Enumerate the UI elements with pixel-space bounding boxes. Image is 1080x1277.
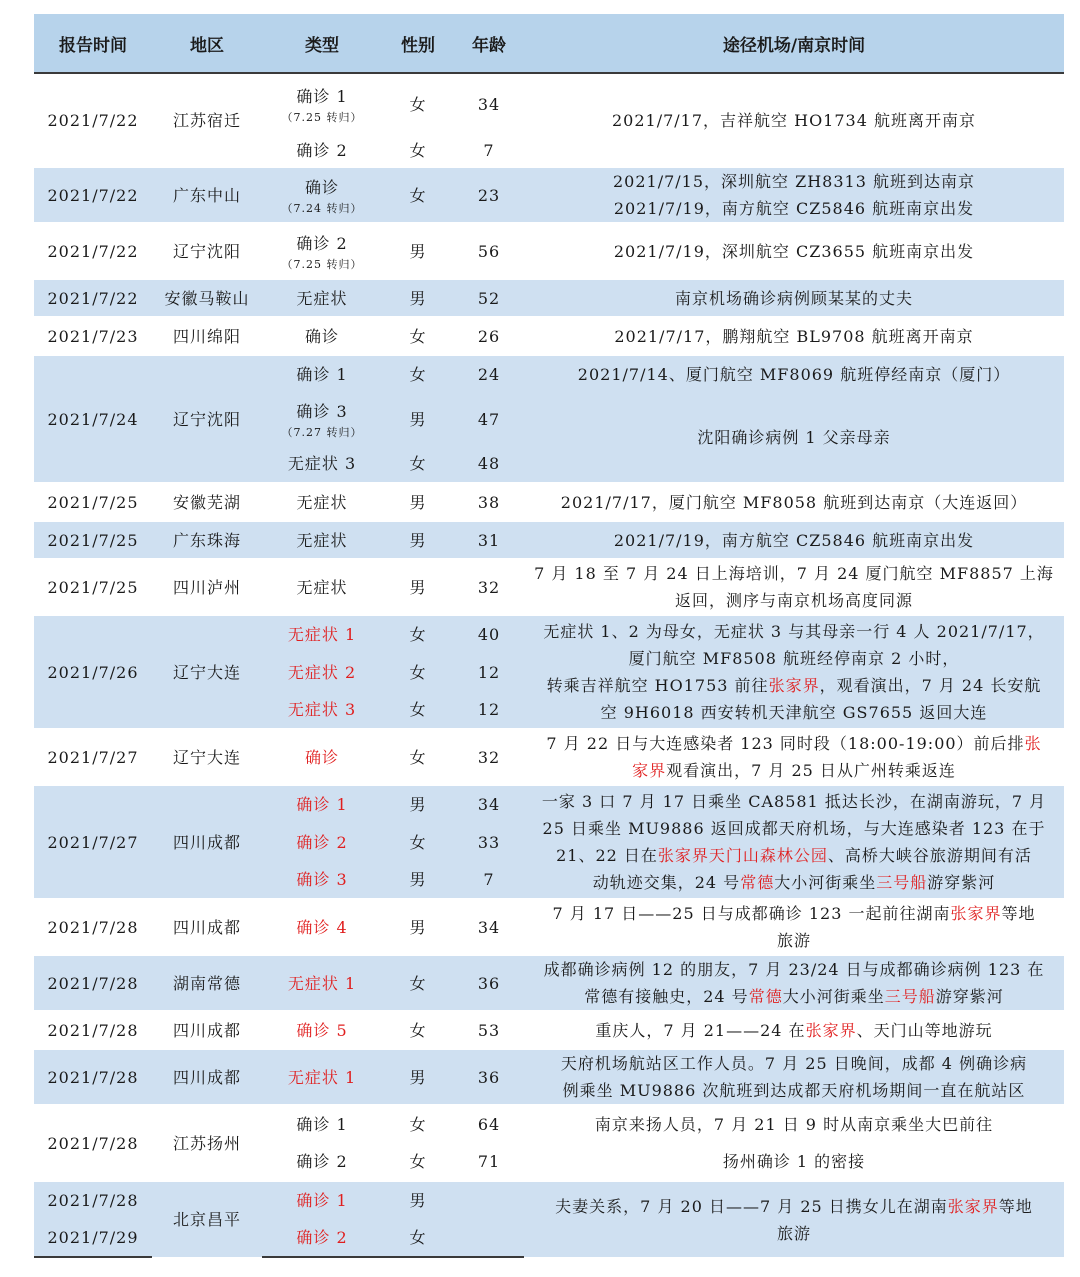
report-date: 2021/7/28 [34,1105,152,1181]
sex: 男 [382,1049,454,1105]
region: 广东珠海 [152,521,262,559]
highlight-place: 常德 [748,987,783,1006]
report-date: 2021/7/22 [47,110,139,130]
case-type-label: 确诊 [304,326,339,346]
route-line: 例乘坐 MU9886 次航班到达成都天府机场期间一直在航站区 [562,1081,1026,1100]
sex: 女 [409,141,427,160]
sex: 女 [409,1152,427,1171]
report-date: 2021/7/23 [34,317,152,355]
case-type-label: 确诊 1 [296,365,348,384]
route-cell [524,559,1064,615]
case-type [262,445,382,483]
region: 四川成都 [152,1049,262,1105]
region: 辽宁沈阳 [152,355,262,483]
header-report-time: 报告时间 [34,14,152,73]
case-type [262,1143,382,1181]
age [454,1181,524,1219]
case-type-label: 无症状 [296,492,348,512]
route-line: 重庆人，7 月 21——24 在张家界、天门山等地游玩 [595,1020,993,1040]
report-date: 2021/7/22 [34,279,152,317]
sex: 男 [382,483,454,521]
route-line: 2021/7/17，厦门航空 MF8058 航班到达南京（大连返回） [560,492,1028,512]
case-type-label: 确诊 3 [296,870,348,889]
case-type-label: 无症状 1 [287,973,357,993]
highlight-place: 家界 [632,761,667,780]
age: 7 [454,861,524,899]
sex: 女 [382,1219,454,1257]
case-type-label: 确诊 2 [296,233,348,253]
sex: 男 [382,785,454,823]
route-cell [524,223,1064,279]
case-type [262,691,382,729]
table-row [34,1049,1064,1105]
case-type [262,317,382,355]
table-row [34,317,1064,355]
age: 12 [454,691,524,729]
table-row [34,1105,1064,1143]
sex: 男 [382,559,454,615]
region: 四川成都 [152,1011,262,1049]
case-type-label: 确诊 5 [296,1020,348,1040]
case-type-label: 无症状 3 [287,700,357,719]
case-type-label: 确诊 2 [296,141,348,160]
case-type-label: 确诊 2 [296,1152,348,1171]
region: 湖南常德 [152,955,262,1011]
route-line: 返回，测序与南京机场高度同源 [674,591,913,610]
table-row [34,1181,1064,1219]
region: 辽宁大连 [152,615,262,729]
case-type-label: 确诊 [304,747,339,767]
highlight-place: 张 [1024,734,1042,753]
region: 四川泸州 [152,559,262,615]
case-type-label: 无症状 3 [287,454,357,473]
age: 56 [454,223,524,279]
table-row [34,785,1064,823]
case-type [262,279,382,317]
region: 四川成都 [152,899,262,955]
route-cell [524,393,1064,483]
case-type-label: 确诊 2 [296,832,348,852]
route-cell [524,355,1064,393]
report-date: 2021/7/24 [34,355,152,483]
route-line: 21、22 日在张家界天门山森林公园、高桥大峡谷旅游期间有活 [556,846,1032,865]
sex: 女 [382,1105,454,1143]
sex: 男 [382,279,454,317]
case-type-label: 确诊 3 [296,401,348,421]
route-line: 常德有接触史，24 号常德大小河街乘坐三号船游穿紫河 [584,987,1004,1006]
route-line: 7 月 22 日与大连感染者 123 同时段（18:00-19:00）前后排张 [546,734,1042,753]
sex: 女 [382,955,454,1011]
route-line: 2021/7/15，深圳航空 ZH8313 航班到达南京 [612,172,975,191]
route-cell [524,1049,1064,1105]
age: 26 [454,317,524,355]
case-type-label: 无症状 [296,530,348,550]
age: 33 [454,823,524,861]
highlight-place: 常德 [740,873,775,892]
route-line: 动轨迹交集，24 号常德大小河街乘坐三号船游穿紫河 [592,873,996,892]
highlight-place: 张家界 [947,1196,999,1216]
route-line: 厦门航空 MF8508 航班经停南京 2 小时， [628,649,960,668]
case-outcome-note: （7.27 转归） [281,425,363,439]
sex: 男 [382,899,454,955]
highlight-place: 张家界天门山森林公园 [657,846,828,865]
route-cell [524,1181,1064,1257]
case-type [262,823,382,861]
route-cell [524,167,1064,223]
sex: 女 [382,823,454,861]
case-type-label: 确诊 1 [296,795,348,814]
table-row [34,955,1064,1011]
table-row [34,1011,1064,1049]
sex: 女 [409,95,427,114]
route-line: 无症状 1、2 为母女，无症状 3 与其母亲一行 4 人 2021/7/17， [543,622,1045,641]
route-cell [524,1105,1064,1143]
case-type [262,615,382,653]
sex: 女 [382,615,454,653]
report-date: 2021/7/29 [34,1219,152,1257]
case-type [262,393,382,445]
case-type-label: 无症状 2 [287,662,357,682]
age: 53 [454,1011,524,1049]
table-row [34,223,1064,279]
age: 64 [454,1105,524,1143]
case-type [262,223,382,279]
case-type [262,559,382,615]
header-row [34,14,1064,73]
sex: 男 [382,223,454,279]
route-line: 天府机场航站区工作人员。7 月 25 日晚间，成都 4 例确诊病 [560,1054,1028,1073]
case-table-container [34,14,1064,1258]
region: 辽宁沈阳 [152,223,262,279]
route-cell [524,1011,1064,1049]
table-row [34,355,1064,393]
highlight-place: 张家界 [805,1020,857,1040]
route-line: 2021/7/19，南方航空 CZ5846 航班南京出发 [613,199,975,218]
case-outcome-note: （7.25 转归） [281,111,363,124]
age: 47 [454,393,524,445]
report-date: 2021/7/22 [34,167,152,223]
age: 31 [454,521,524,559]
case-type [262,653,382,691]
sex: 女 [382,355,454,393]
case-type-label: 无症状 [296,577,348,597]
sex: 男 [382,861,454,899]
region: 四川成都 [152,785,262,899]
route-line: 沈阳确诊病例 1 父亲母亲 [697,428,891,447]
route-cell [524,729,1064,785]
age: 32 [454,559,524,615]
age: 34 [454,899,524,955]
case-type [262,521,382,559]
age: 48 [454,445,524,483]
table-row [34,899,1064,955]
case-type [262,1049,382,1105]
case-type-label: 无症状 [296,288,348,308]
case-type-label: 无症状 1 [287,625,357,644]
route-cell [524,521,1064,559]
case-type-label: 确诊 1 [296,1115,348,1134]
region: 江苏扬州 [152,1105,262,1181]
report-date: 2021/7/28 [34,899,152,955]
case-type [262,1011,382,1049]
case-type [262,729,382,785]
age: 34 [477,95,501,114]
route-line: 家界观看演出，7 月 25 日从广州转乘返连 [632,761,956,780]
table-row [34,729,1064,785]
case-type [262,861,382,899]
report-date: 2021/7/25 [34,559,152,615]
report-date: 2021/7/25 [34,483,152,521]
highlight-place: 张家界 [950,904,1002,923]
route-cell [524,279,1064,317]
case-type [262,483,382,521]
case-type-label: 确诊 1 [296,87,348,106]
case-type [262,135,382,167]
sex: 男 [382,1181,454,1219]
route-cell [524,73,1064,167]
header-route: 途径机场/南京时间 [524,14,1064,73]
case-outcome-note: （7.25 转归） [281,257,363,271]
case-outcome-note: （7.24 转归） [281,201,363,215]
age: 23 [454,167,524,223]
region: 安徽马鞍山 [152,279,262,317]
region: 江苏宿迁 [172,110,241,130]
route-line: 成都确诊病例 12 的朋友，7 月 23/24 日与成都确诊病例 123 在 [543,960,1045,979]
route-line: 南京机场确诊病例顾某某的丈夫 [674,288,913,308]
route-line: 2021/7/17，鹏翔航空 BL9708 航班离开南京 [614,326,974,346]
report-date: 2021/7/26 [34,615,152,729]
table-row [34,483,1064,521]
case-type [262,785,382,823]
route-line: 2021/7/19，南方航空 CZ5846 航班南京出发 [613,530,975,550]
route-line: 7 月 18 至 7 月 24 日上海培训，7 月 24 厦门航空 MF8857 上海 [534,564,1054,583]
route-line: 7 月 17 日——25 日与成都确诊 123 一起前往湖南张家界等地 [552,904,1036,923]
sex: 女 [382,1011,454,1049]
age: 40 [454,615,524,653]
age: 7 [483,141,495,160]
region: 四川绵阳 [152,317,262,355]
age: 36 [454,955,524,1011]
report-date: 2021/7/28 [34,955,152,1011]
case-type [262,1105,382,1143]
sex: 女 [382,317,454,355]
report-date: 2021/7/28 [34,1049,152,1105]
age: 32 [454,729,524,785]
route-cell [524,1143,1064,1181]
route-line: 空 9H6018 西安转机天津航空 GS7655 返回大连 [600,703,988,722]
sex: 女 [382,653,454,691]
report-date: 2021/7/27 [34,785,152,899]
route-line: 旅游 [776,1223,811,1243]
case-type [262,955,382,1011]
case-type [262,355,382,393]
sex: 女 [382,167,454,223]
age: 38 [454,483,524,521]
route-line: 转乘吉祥航空 HO1753 前往张家界，观看演出，7 月 24 长安航 [546,676,1042,695]
sex: 男 [382,521,454,559]
highlight-place: 三号船 [876,873,928,892]
header-region: 地区 [152,14,262,73]
route-cell [524,483,1064,521]
route-cell [524,785,1064,899]
route-line: 扬州确诊 1 的密接 [722,1152,866,1171]
age: 71 [477,1152,501,1171]
case-type-label: 确诊 [304,177,339,197]
case-type-label: 确诊 2 [296,1228,348,1247]
sex: 女 [382,729,454,785]
case-type-label: 确诊 4 [296,917,348,937]
report-date: 2021/7/28 [34,1011,152,1049]
route-line: 25 日乘坐 MU9886 返回成都天府机场，与大连感染者 123 在于 [542,819,1046,838]
age: 36 [454,1049,524,1105]
route-line: 南京来扬人员，7 月 21 日 9 时从南京乘坐大巴前往 [594,1115,994,1134]
route-cell [524,615,1064,729]
table-row [34,559,1064,615]
case-type [262,167,382,223]
route-line: 2021/7/14、厦门航空 MF8069 航班停经南京（厦门） [577,365,1011,384]
route-line: 2021/7/17，吉祥航空 HO1734 航班离开南京 [611,110,976,130]
case-type-label: 无症状 1 [287,1067,357,1087]
age: 12 [454,653,524,691]
case-type [262,1181,382,1219]
case-type [262,1219,382,1257]
header-type: 类型 [262,14,382,73]
table-row [34,167,1064,223]
highlight-place: 三号船 [884,987,936,1006]
route-line: 旅游 [776,931,811,950]
sex: 男 [382,393,454,445]
case-table [34,14,1064,1258]
report-date: 2021/7/25 [34,521,152,559]
age: 24 [454,355,524,393]
region: 广东中山 [152,167,262,223]
table-row [34,73,1064,135]
region: 辽宁大连 [152,729,262,785]
report-date: 2021/7/27 [34,729,152,785]
report-date: 2021/7/28 [34,1181,152,1219]
age: 34 [454,785,524,823]
age [454,1219,524,1257]
route-line: 夫妻关系，7 月 20 日——7 月 25 日携女儿在湖南张家界等地 [555,1196,1033,1216]
region: 北京昌平 [152,1181,262,1257]
highlight-place: 张家界 [768,676,820,695]
report-date: 2021/7/22 [34,223,152,279]
table-row [34,279,1064,317]
route-cell [524,317,1064,355]
table-row [34,521,1064,559]
header-age: 年龄 [454,14,524,73]
sex: 女 [382,691,454,729]
region: 安徽芜湖 [152,483,262,521]
case-type-label: 确诊 1 [296,1191,348,1210]
route-cell [524,899,1064,955]
age: 52 [454,279,524,317]
header-sex: 性别 [382,14,454,73]
route-cell [524,955,1064,1011]
case-type [262,899,382,955]
table-row [34,615,1064,653]
case-type [262,73,382,135]
route-line: 2021/7/19，深圳航空 CZ3655 航班南京出发 [613,241,975,261]
route-line: 一家 3 口 7 月 17 日乘坐 CA8581 抵达长沙，在湖南游玩，7 月 [541,792,1047,811]
sex: 女 [382,445,454,483]
table-body [34,73,1064,1257]
